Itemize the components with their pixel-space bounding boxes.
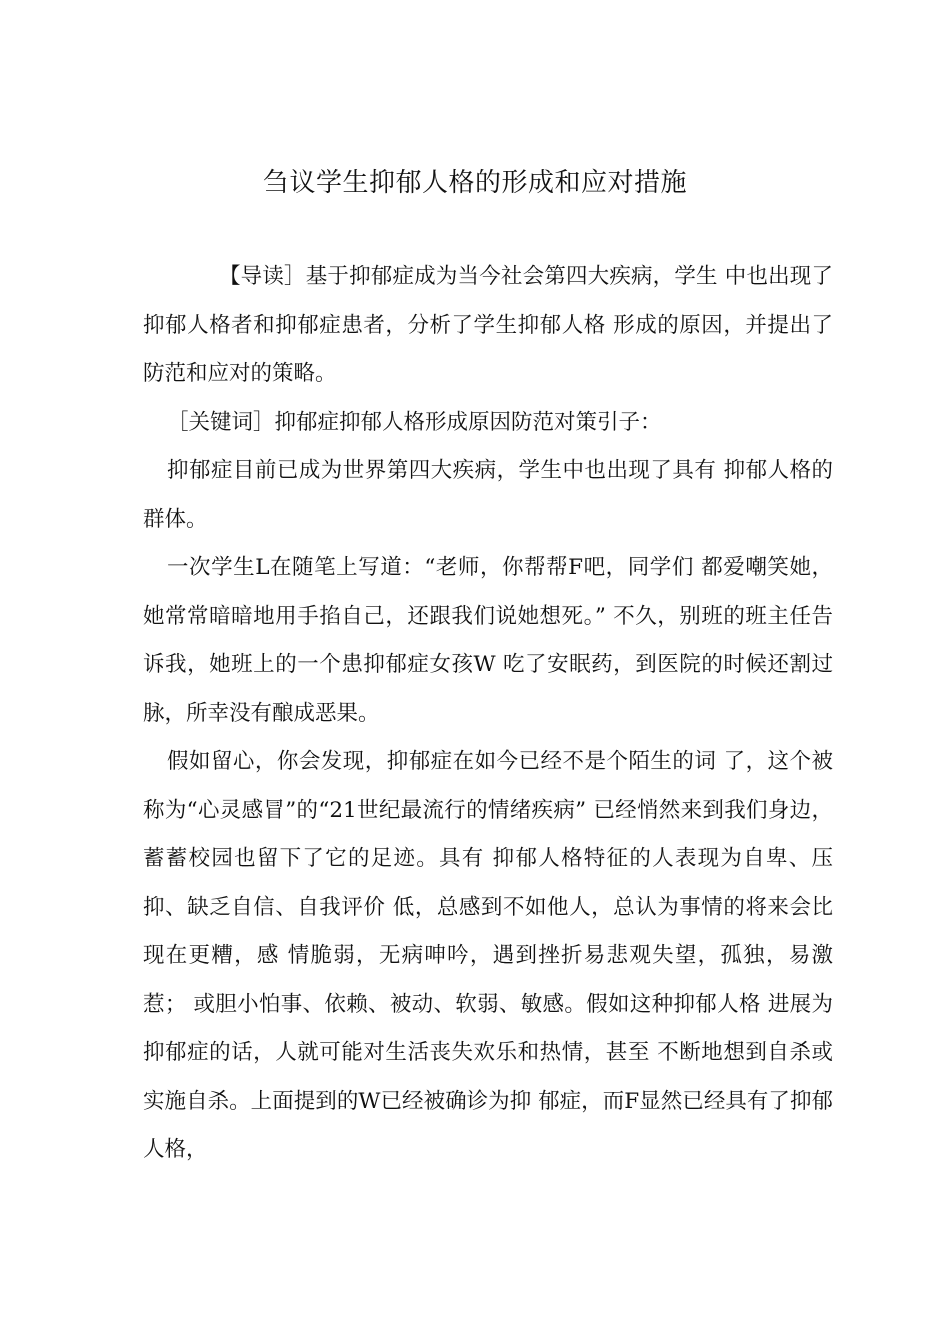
lead-paragraph: 【导读］基于抑郁症成为当今社会第四大疾病，学生 中也出现了抑郁人格者和抑郁症患者，分析了学生抑郁人格 形成的原因，并提出了防范和应对的策略。 <box>143 264 833 386</box>
body-paragraph-1: 抑郁症目前已成为世界第四大疾病，学生中也出现了具有 抑郁人格的群体。 <box>143 458 833 532</box>
body-paragraph-3: 假如留心，你会发现，抑郁症在如今已经不是个陌生的词 了，这个被称为“心灵感冒”的“21世纪最流行的情绪疾病” 已经悄然来到我们身边，蓄蓄校园也留下了它的足迹。具有 抑郁人格特征的人表现为自卑、压抑、缺乏自信、自我评价 低，总感到不如他人，总认为事情的将来会比现在更糟，感 情脆弱，无病呻吟，遇到挫折易悲观失望，孤独，易激惹； 或胆小怕事、依赖、被动、软弱、敏感。假如这种抑郁人格 进展为抑郁症的话，人就可能对生活丧失欢乐和热情，甚至 不断地想到自杀或实施自杀。上面提到的W已经被确诊为抑 郁症，而F显然已经具有了抑郁人格， <box>143 749 833 1162</box>
body-paragraph-2: 一次学生L在随笔上写道：“老师，你帮帮F吧，同学们 都爱嘲笑她，她常常暗暗地用手掐自己，还跟我们说她想死。” 不久，别班的班主任告诉我，她班上的一个患抑郁症女孩W 吃了安眠药，到医院的时候还割过脉，所幸没有酿成恶果。 <box>143 555 833 726</box>
document-body <box>143 253 833 1175</box>
keywords-paragraph: ［关键词］抑郁症抑郁人格形成原因防范对策引子： <box>167 409 662 435</box>
document-title: 刍议学生抑郁人格的形成和应对措施 <box>262 168 687 198</box>
